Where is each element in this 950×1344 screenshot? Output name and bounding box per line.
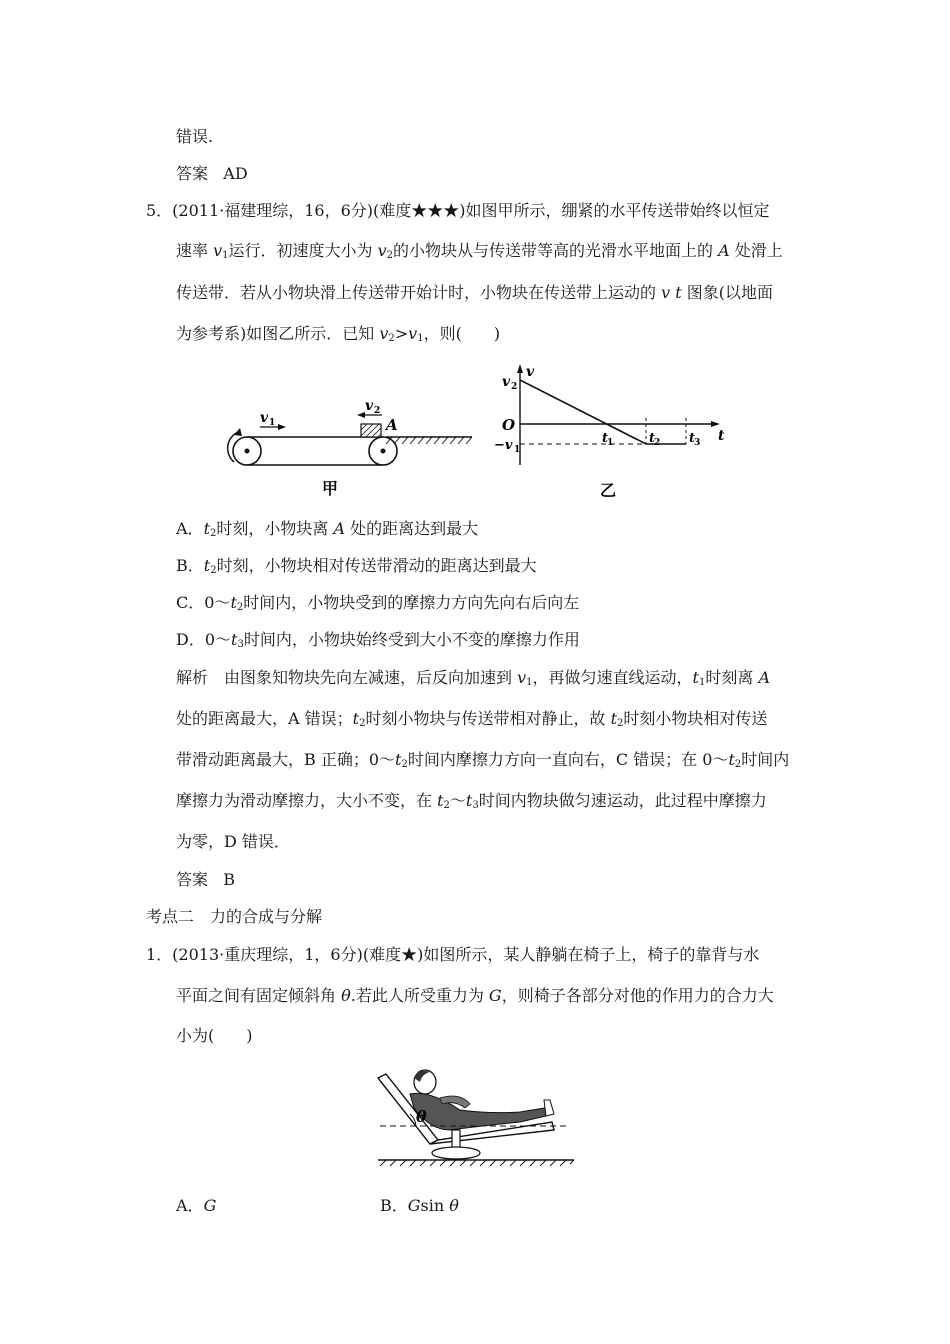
var-t: t bbox=[692, 668, 699, 687]
text: .若此人所受重力为 bbox=[350, 986, 489, 1005]
chair-stand bbox=[452, 1130, 460, 1148]
answer-value: B bbox=[223, 870, 236, 889]
text: 时间内摩擦力方向一直向右，C 错误；在 0～ bbox=[407, 750, 729, 769]
var-A: A bbox=[718, 241, 730, 260]
var-v: v bbox=[379, 324, 389, 343]
v-axis-label: v bbox=[526, 364, 535, 380]
svg-text:3: 3 bbox=[694, 438, 701, 448]
option-prefix: B． bbox=[380, 1196, 408, 1215]
section-title: 考点二 力的合成与分解 bbox=[146, 907, 323, 926]
option-prefix: A． bbox=[176, 1196, 204, 1215]
q1-option-a[interactable] bbox=[176, 1195, 216, 1217]
q5-analysis-line2: 处的距离最大，A 错误；$t_2$时刻小物块与传送带相对静止，故 $t_2$时刻小物块相对传送 bbox=[176, 709, 768, 729]
var-theta: θ bbox=[449, 1196, 459, 1215]
var-t: t bbox=[203, 519, 210, 538]
option-text: 处的距离达到最大 bbox=[345, 519, 479, 538]
person-feet bbox=[544, 1100, 554, 1116]
answer-value: AD bbox=[223, 164, 248, 183]
sin-text: sin bbox=[420, 1196, 450, 1215]
q1-stem-line1: 1．(2013·重庆理综，1，6分)(难度★)如图所示，某人静躺在椅子上，椅子的靠背与水 bbox=[146, 945, 760, 964]
theta-label: θ bbox=[416, 1107, 427, 1126]
q5-analysis-line5: 为零，D 错误． bbox=[176, 832, 290, 851]
option-text: 时刻，小物块相对传送带滑动的距离达到最大 bbox=[216, 556, 537, 575]
t3-label: t bbox=[689, 431, 696, 446]
v2-tick-label: v bbox=[502, 374, 511, 390]
option-prefix: A． bbox=[176, 519, 204, 538]
text: ，则椅子各部分对他的作用力的合力大 bbox=[501, 986, 774, 1005]
q5-analysis-line1: 解析 由图象知物块先向左减速，后反向加速到 $v_1$，再做匀速直线运动，$t_1$时刻离 A bbox=[176, 668, 770, 688]
var-A: A bbox=[758, 668, 770, 687]
text: 时刻小物块相对传送 bbox=[623, 709, 768, 728]
text: 处的距离最大，A 错误； bbox=[176, 709, 353, 728]
q5-option-a[interactable]: A．$t_2$时刻，小物块离 A 处的距离达到最大 bbox=[176, 519, 479, 539]
figure-caption-yi: 乙 bbox=[600, 481, 617, 500]
option-prefix: C．0～ bbox=[176, 593, 231, 612]
option-text: 时间内，小物块始终受到大小不变的摩擦力作用 bbox=[243, 630, 580, 649]
neg-v1-label: −v bbox=[494, 438, 513, 453]
q5-analysis-line4: 摩擦力为滑动摩擦力，大小不变，在 $t_2\sim t_3$时间内物块做匀速运动，此过程中摩擦力 bbox=[176, 791, 767, 811]
option-text: 时刻，小物块离 bbox=[216, 519, 334, 538]
var-t: t bbox=[465, 791, 473, 810]
var-v: v bbox=[213, 241, 223, 260]
var-t: t bbox=[610, 709, 617, 728]
q5-answer bbox=[176, 869, 235, 891]
vt-graph-figure bbox=[490, 360, 740, 500]
v1-label: v bbox=[260, 410, 269, 426]
var-G: G bbox=[203, 1196, 217, 1215]
A-label: A bbox=[386, 416, 398, 434]
svg-text:1: 1 bbox=[607, 438, 614, 448]
text: 图象(以地面 bbox=[681, 283, 773, 302]
q5-stem-line4: 为参考系)如图乙所示．已知 $v_2>v_1$，则( ) bbox=[176, 324, 501, 344]
text: 带滑动距离最大，B 正确；0～ bbox=[176, 750, 396, 769]
q5-stem-line1: 5．(2011·福建理综，16，6分)(难度★★★)如图甲所示，绷紧的水平传送带始终以恒定 bbox=[146, 201, 770, 220]
var-G: G bbox=[488, 986, 502, 1005]
svg-text:2: 2 bbox=[654, 438, 661, 448]
var-t: t bbox=[231, 630, 238, 649]
text: ，再做匀速直线运动， bbox=[532, 668, 693, 687]
q5-stem-line2: 速率 $v_1$运行．初速度大小为 $v_2$的小物块从与传送带等高的光滑水平地面上的 A 处滑上 bbox=[176, 241, 783, 261]
var-A: A bbox=[333, 519, 346, 538]
q1-stem-line3: 小为( ) bbox=[176, 1026, 253, 1045]
text: 速率 bbox=[176, 241, 214, 260]
q5-option-d[interactable]: D．$0\sim t_3$时间内，小物块始终受到大小不变的摩擦力作用 bbox=[176, 630, 580, 650]
t2-label: t bbox=[649, 431, 656, 446]
var-G: G bbox=[407, 1196, 421, 1215]
q4-answer bbox=[176, 163, 248, 185]
text: 的小物块从与传送带等高的光滑水平地面上的 bbox=[393, 241, 719, 260]
text: 传送带．若从小物块滑上传送带开始计时，小物块在传送带上运动的 bbox=[176, 283, 662, 302]
text: 时间内 bbox=[741, 750, 790, 769]
q4-analysis-end: 错误. bbox=[176, 127, 214, 146]
q5-analysis-line3: 带滑动距离最大，B 正确；$0\sim t_2$时间内摩擦力方向一直向右，C 错误；在 $0\sim t_2$时间内 bbox=[176, 750, 790, 770]
text: > bbox=[394, 324, 409, 343]
var-t: t bbox=[352, 709, 360, 728]
option-prefix: B． bbox=[176, 556, 204, 575]
text: ，则( ) bbox=[423, 324, 501, 343]
var-t: t bbox=[437, 791, 444, 810]
svg-text:1: 1 bbox=[514, 445, 521, 455]
figure-caption-jia: 甲 bbox=[322, 479, 339, 498]
q5-option-b[interactable]: B．$t_2$时刻，小物块相对传送带滑动的距离达到最大 bbox=[176, 556, 537, 576]
var-t: t bbox=[230, 593, 237, 612]
text: 时间内物块做匀速运动，此过程中摩擦力 bbox=[478, 791, 767, 810]
person-body bbox=[410, 1093, 546, 1130]
option-prefix: D．0～ bbox=[176, 630, 232, 649]
conveyor-belt-figure bbox=[220, 390, 480, 500]
q5-stem-line3 bbox=[176, 282, 773, 304]
var-t: t bbox=[203, 556, 211, 575]
var-t: t bbox=[728, 750, 735, 769]
answer-label: 答案 bbox=[176, 164, 209, 183]
var-v: v bbox=[408, 324, 418, 343]
text: ～ bbox=[449, 791, 466, 810]
var-t: t bbox=[395, 750, 402, 769]
v2-label: v bbox=[365, 398, 374, 414]
text: 处滑上 bbox=[729, 241, 783, 260]
text: 运行．初速度大小为 bbox=[228, 241, 378, 260]
var-v: v bbox=[517, 668, 527, 687]
text: 解析 由图象知物块先向左减速，后反向加速到 bbox=[176, 668, 518, 687]
var-v: v bbox=[377, 241, 387, 260]
svg-text:2: 2 bbox=[374, 406, 381, 416]
q1-option-b[interactable] bbox=[380, 1195, 459, 1217]
text: 时刻小物块与传送带相对静止，故 bbox=[365, 709, 611, 728]
text: 时刻离 bbox=[705, 668, 759, 687]
svg-text:1: 1 bbox=[269, 418, 276, 428]
var-theta: θ bbox=[341, 986, 351, 1005]
option-text: 时间内，小物块受到的摩擦力方向先向右后向左 bbox=[243, 593, 580, 612]
q1-stem-line2 bbox=[176, 985, 774, 1007]
t1-label: t bbox=[602, 431, 609, 446]
chair-base bbox=[432, 1147, 480, 1159]
t-axis-label: t bbox=[718, 428, 725, 444]
origin-label: O bbox=[502, 416, 516, 434]
text: 平面之间有固定倾斜角 bbox=[176, 986, 342, 1005]
q5-option-c[interactable]: C．$0\sim t_2$时间内，小物块受到的摩擦力方向先向右后向左 bbox=[176, 593, 580, 613]
reclining-chair-figure bbox=[370, 1060, 580, 1170]
text: 摩擦力为滑动摩擦力，大小不变，在 bbox=[176, 791, 438, 810]
answer-label: 答案 bbox=[176, 870, 209, 889]
svg-text:2: 2 bbox=[511, 382, 518, 392]
text: 为参考系)如图乙所示．已知 bbox=[176, 324, 380, 343]
var-vt: v t bbox=[661, 283, 682, 302]
